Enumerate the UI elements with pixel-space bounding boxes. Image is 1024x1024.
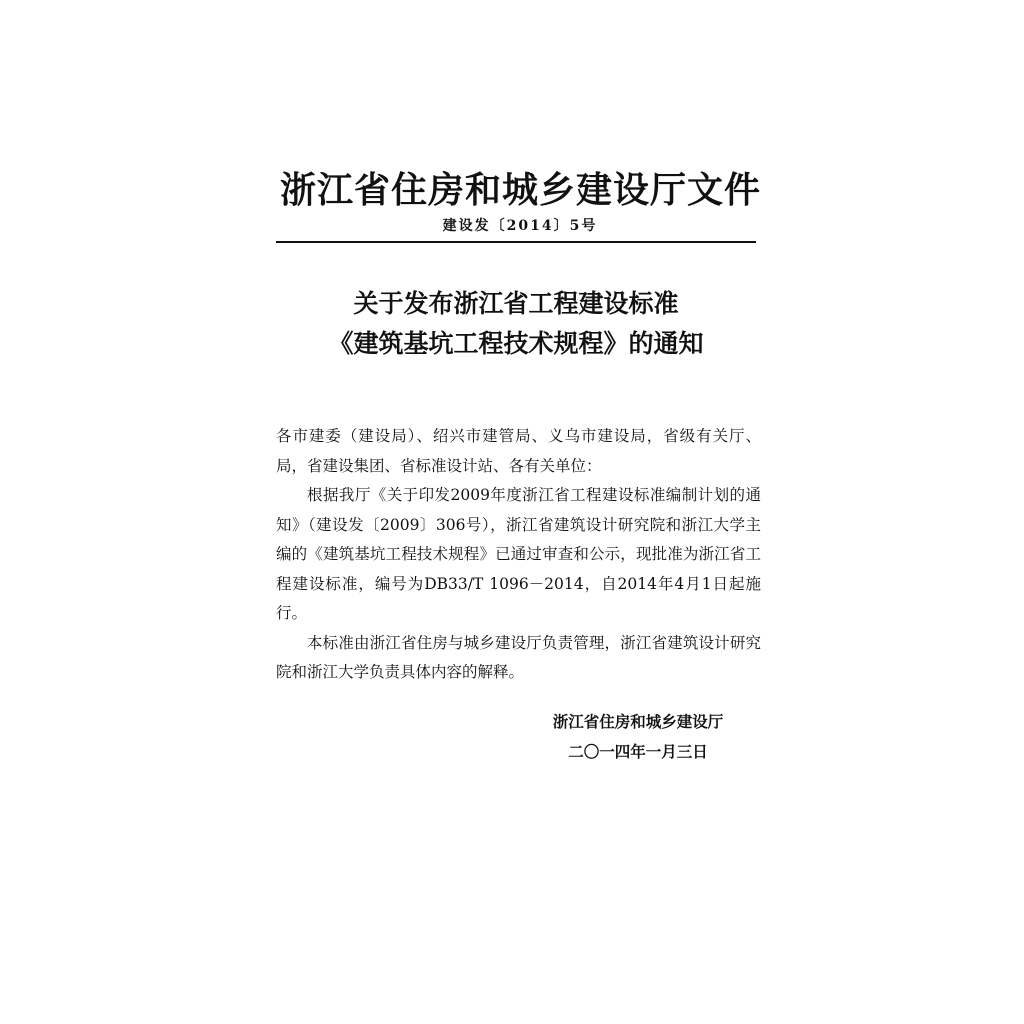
approval-paragraph: 根据我厅《关于印发2009年度浙江省工程建设标准编制计划的通知》（建设发〔2009〕306号），浙江省建筑设计研究院和浙江大学主编的《建筑基坑工程技术规程》已通过审查和公示，现批准为浙江省工程建设标准，编号为DB33/T 1096－2014，自2014年4月1日起施行。	[276, 486, 761, 622]
header-divider	[276, 241, 756, 243]
signature-date: 二〇一四年一月三日	[568, 742, 708, 761]
addressees-paragraph: 各市建委（建设局）、绍兴市建管局、义乌市建设局，省级有关厅、局，省建设集团、省标准设计站、各有关单位：	[276, 427, 761, 475]
notice-body	[276, 422, 761, 688]
signature-agency: 浙江省住房和城乡建设厅	[552, 712, 724, 731]
agency-title: 浙江省住房和城乡建设厅文件	[280, 169, 762, 211]
management-paragraph: 本标准由浙江省住房与城乡建设厅负责管理，浙江省建筑设计研究院和浙江大学负责具体内容的解释。	[276, 633, 761, 681]
notice-title-line2: 《建筑基坑工程技术规程》的通知	[328, 329, 704, 358]
document-number: 建设发〔2014〕5号	[442, 218, 598, 234]
notice-title-line1: 关于发布浙江省工程建设标准	[353, 289, 679, 318]
